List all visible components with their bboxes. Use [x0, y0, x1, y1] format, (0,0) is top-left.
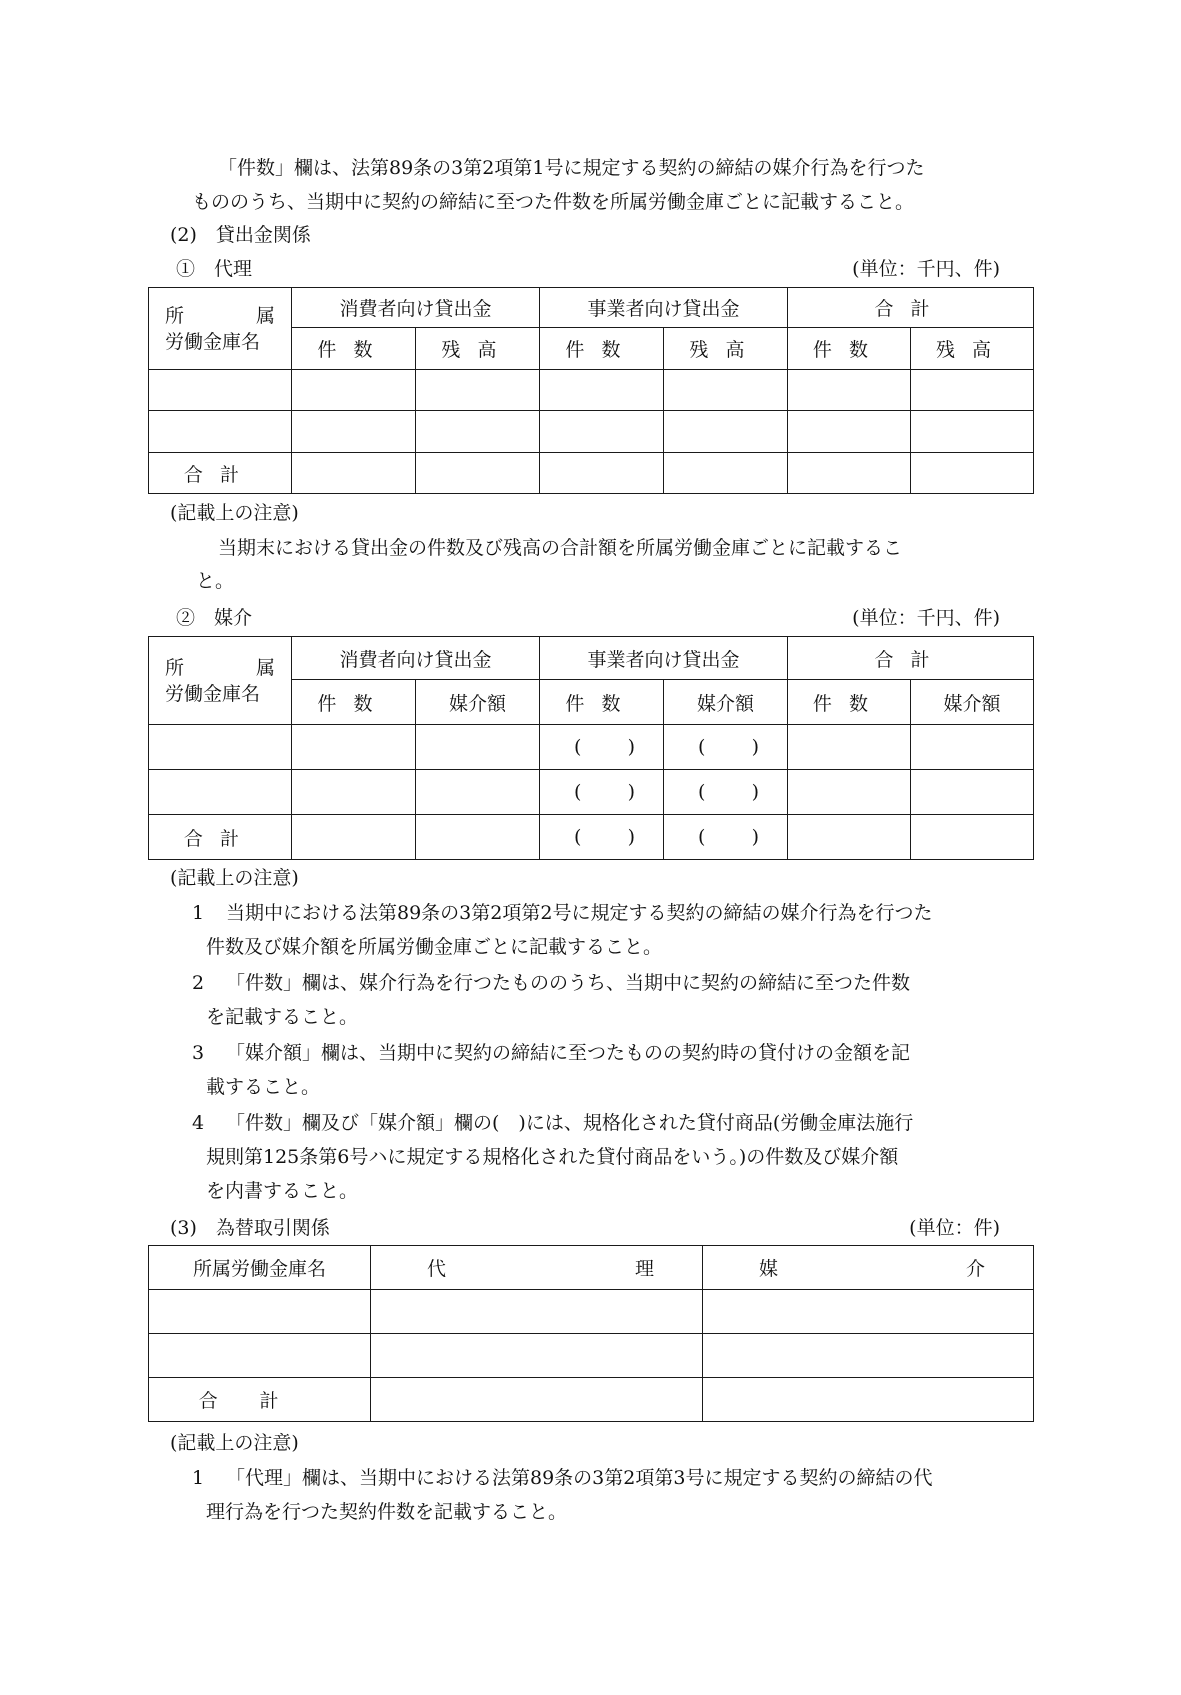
agency-note-line-2: と。	[196, 570, 235, 592]
note-3-line-1: 「媒介額」欄は、当期中に契約の締結に至つたものの契約時の貸付けの金額を記	[226, 1042, 911, 1064]
table-cell	[416, 370, 540, 411]
paren-close: )	[751, 736, 760, 758]
total-row	[149, 453, 1034, 494]
business-loan-header: 事業者向け貸出金	[540, 637, 788, 680]
amount-header: 媒介額	[416, 680, 540, 725]
intro-line-2: もののうち、当期中に契約の締結に至つた件数を所属労働金庫ごとに記載すること。	[192, 191, 915, 213]
count-header: 件数	[292, 328, 416, 370]
note-4-line-2: 規則第125条第6号ハに規定する規格化された貸付商品をいう。)の件数及び媒介額	[206, 1146, 899, 1168]
table-cell	[292, 411, 416, 453]
standardized-amount-cell	[664, 725, 788, 770]
note-2-line-1: 「件数」欄は、媒介行為を行つたもののうち、当期中に契約の締結に至つた件数	[226, 972, 911, 994]
owner-header-b: 属	[255, 656, 275, 679]
table-cell	[788, 453, 911, 494]
table-cell	[788, 411, 911, 453]
agency-header-b: 理	[634, 1258, 654, 1280]
table-cell	[149, 1334, 371, 1378]
paren-close: )	[627, 736, 636, 758]
table-cell	[292, 770, 416, 815]
standardized-count-cell	[540, 815, 664, 860]
section2-heading: (2) 貸出金関係	[170, 224, 311, 246]
broker-header-a: 媒	[759, 1258, 779, 1280]
broker-heading: ② 媒介	[176, 607, 253, 629]
table-cell	[416, 725, 540, 770]
note-number: 4	[192, 1112, 205, 1134]
table-cell	[664, 411, 788, 453]
table-cell	[416, 770, 540, 815]
amount-header: 媒介額	[664, 680, 788, 725]
table-cell	[911, 815, 1034, 860]
table-cell	[788, 370, 911, 411]
table-cell	[703, 1334, 1034, 1378]
paren-close: )	[751, 781, 760, 803]
table-cell	[540, 370, 664, 411]
table-cell	[911, 411, 1034, 453]
owner-header: 所属労働金庫名	[149, 1246, 371, 1290]
total-header: 合計	[788, 637, 1034, 680]
table-cell	[371, 1378, 703, 1422]
owner-header-a: 所	[165, 304, 185, 327]
table-cell	[292, 725, 416, 770]
table-cell	[788, 770, 911, 815]
paren-open: (	[698, 781, 706, 803]
broker-unit: (単位：千円、件)	[852, 607, 1000, 629]
table-cell	[703, 1378, 1034, 1422]
table-cell	[788, 725, 911, 770]
table-cell	[664, 453, 788, 494]
table-cell	[788, 815, 911, 860]
balance-header: 残高	[911, 328, 1034, 370]
table-cell	[540, 453, 664, 494]
agency-note-heading: (記載上の注意)	[170, 502, 299, 524]
table-cell	[664, 370, 788, 411]
total-header: 合計	[788, 288, 1034, 328]
count-header: 件数	[540, 680, 664, 725]
table-row	[149, 1290, 1034, 1334]
paren-open: (	[698, 736, 706, 758]
table-cell	[292, 370, 416, 411]
section3-note-line-1: 「代理」欄は、当期中における法第89条の3第2項第3号に規定する契約の締結の代	[226, 1467, 933, 1489]
note-1-line-2: 件数及び媒介額を所属労働金庫ごとに記載すること。	[206, 936, 663, 958]
intro-line-1: 「件数」欄は、法第89条の3第2項第1号に規定する契約の締結の媒介行為を行つた	[218, 157, 925, 179]
paren-open: (	[574, 781, 582, 803]
paren-close: )	[627, 826, 636, 848]
section3-note-heading: (記載上の注意)	[170, 1432, 299, 1454]
table-cell	[292, 453, 416, 494]
table-row	[149, 770, 1034, 815]
count-header: 件数	[292, 680, 416, 725]
table-cell	[416, 815, 540, 860]
section3-unit: (単位：件)	[909, 1217, 1000, 1239]
standardized-amount-cell	[664, 815, 788, 860]
note-4-line-1: 「件数」欄及び「媒介額」欄の( )には、規格化された貸付商品(労働金庫法施行	[226, 1112, 914, 1134]
agency-unit: (単位：千円、件)	[852, 258, 1000, 280]
broker-loan-table	[148, 636, 1034, 860]
broker-header	[703, 1246, 1034, 1290]
standardized-count-cell	[540, 770, 664, 815]
broker-header-b: 介	[965, 1258, 985, 1280]
total-row-label: 合計	[149, 815, 292, 860]
table-cell	[703, 1290, 1034, 1334]
total-row	[149, 815, 1034, 860]
standardized-count-cell	[540, 725, 664, 770]
table-cell	[540, 411, 664, 453]
note-1-line-1: 当期中における法第89条の3第2項第2号に規定する契約の締結の媒介行為を行つた	[226, 902, 933, 924]
table-cell	[149, 1290, 371, 1334]
paren-close: )	[751, 826, 760, 848]
table-cell	[149, 370, 292, 411]
table-cell	[911, 725, 1034, 770]
balance-header: 残高	[416, 328, 540, 370]
agency-heading: ① 代理	[176, 258, 253, 280]
note-number: 1	[192, 1467, 205, 1489]
count-header: 件数	[788, 328, 911, 370]
table-row	[149, 1334, 1034, 1378]
agency-loan-table	[148, 287, 1034, 494]
balance-header: 残高	[664, 328, 788, 370]
owner-header	[149, 637, 292, 725]
table-row	[149, 411, 1034, 453]
total-row	[149, 1378, 1034, 1422]
table-cell	[371, 1334, 703, 1378]
paren-close: )	[627, 781, 636, 803]
section3-heading: (3) 為替取引関係	[170, 1217, 330, 1239]
total-row-label: 合計	[149, 453, 292, 494]
count-header: 件数	[540, 328, 664, 370]
count-header: 件数	[788, 680, 911, 725]
amount-header: 媒介額	[911, 680, 1034, 725]
section3-note-line-2: 理行為を行つた契約件数を記載すること。	[206, 1501, 568, 1523]
note-number: 2	[192, 972, 205, 994]
owner-header-c: 労働金庫名	[165, 330, 261, 353]
owner-header-c: 労働金庫名	[165, 682, 261, 705]
table-cell	[416, 411, 540, 453]
owner-header-b: 属	[255, 304, 275, 327]
table-row	[149, 370, 1034, 411]
agency-note-line-1: 当期末における貸出金の件数及び残高の合計額を所属労働金庫ごとに記載するこ	[218, 537, 903, 559]
table-cell	[416, 453, 540, 494]
paren-open: (	[698, 826, 706, 848]
note-number: 1	[192, 902, 205, 924]
table-cell	[149, 770, 292, 815]
agency-header	[371, 1246, 703, 1290]
note-3-line-2: 載すること。	[206, 1076, 321, 1098]
table-cell	[149, 411, 292, 453]
owner-header-a: 所	[165, 656, 185, 679]
table-row	[149, 725, 1034, 770]
table-cell	[149, 725, 292, 770]
consumer-loan-header: 消費者向け貸出金	[292, 288, 540, 328]
note-4-line-3: を内書すること。	[206, 1180, 359, 1202]
standardized-amount-cell	[664, 770, 788, 815]
table-cell	[911, 453, 1034, 494]
total-row-label: 合計	[149, 1378, 371, 1422]
note-number: 3	[192, 1042, 205, 1064]
agency-header-a: 代	[427, 1258, 447, 1280]
paren-open: (	[574, 736, 582, 758]
exchange-transaction-table	[148, 1245, 1034, 1422]
business-loan-header: 事業者向け貸出金	[540, 288, 788, 328]
table-cell	[371, 1290, 703, 1334]
owner-header	[149, 288, 292, 370]
note-2-line-2: を記載すること。	[206, 1006, 359, 1028]
consumer-loan-header: 消費者向け貸出金	[292, 637, 540, 680]
broker-note-heading: (記載上の注意)	[170, 867, 299, 889]
paren-open: (	[574, 826, 582, 848]
table-cell	[911, 770, 1034, 815]
table-cell	[292, 815, 416, 860]
table-cell	[911, 370, 1034, 411]
